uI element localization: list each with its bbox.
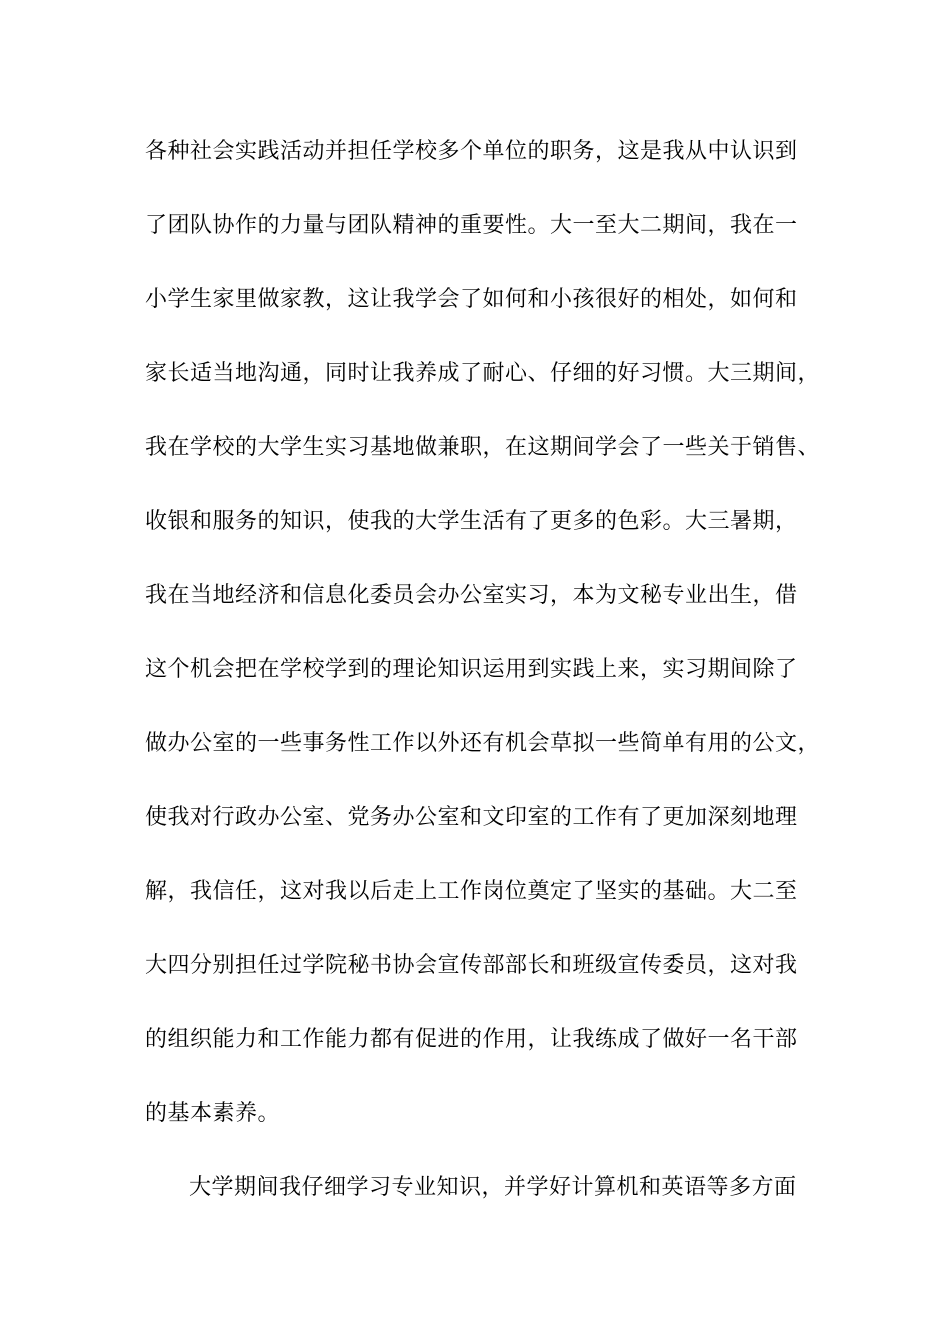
text-line: 的组织能力和工作能力都有促进的作用，让我练成了做好一名干部 <box>145 1027 798 1052</box>
text-line: 小学生家里做家教，这让我学会了如何和小孩很好的相处，如何和 <box>145 287 798 312</box>
text-line: 做办公室的一些事务性工作以外还有机会草拟一些简单有用的公文， <box>145 731 821 756</box>
text-line: 我在学校的大学生实习基地做兼职，在这期间学会了一些关于销售、 <box>145 435 821 460</box>
body-text <box>145 130 825 1240</box>
text-line: 解，我信任，这对我以后走上工作岗位奠定了坚实的基础。大二至 <box>145 879 798 904</box>
text-line: 各种社会实践活动并担任学校多个单位的职务，这是我从中认识到 <box>145 139 798 164</box>
text-line: 我在当地经济和信息化委员会办公室实习，本为文秘专业出生，借 <box>145 583 798 608</box>
text-line: 这个机会把在学校学到的理论知识运用到实践上来，实习期间除了 <box>145 657 798 682</box>
paragraph-first-line: 大学期间我仔细学习专业知识，并学好计算机和英语等多方面 <box>189 1175 797 1200</box>
text-line: 使我对行政办公室、党务办公室和文印室的工作有了更加深刻地理 <box>145 805 798 830</box>
text-line: 了团队协作的力量与团队精神的重要性。大一至大二期间，我在一 <box>145 213 798 238</box>
text-line: 收银和服务的知识，使我的大学生活有了更多的色彩。大三暑期， <box>145 509 798 534</box>
text-line: 大四分别担任过学院秘书协会宣传部部长和班级宣传委员，这对我 <box>145 953 798 978</box>
text-line: 的基本素养。 <box>145 1101 281 1126</box>
text-line: 家长适当地沟通，同时让我养成了耐心、仔细的好习惯。大三期间， <box>145 361 821 386</box>
